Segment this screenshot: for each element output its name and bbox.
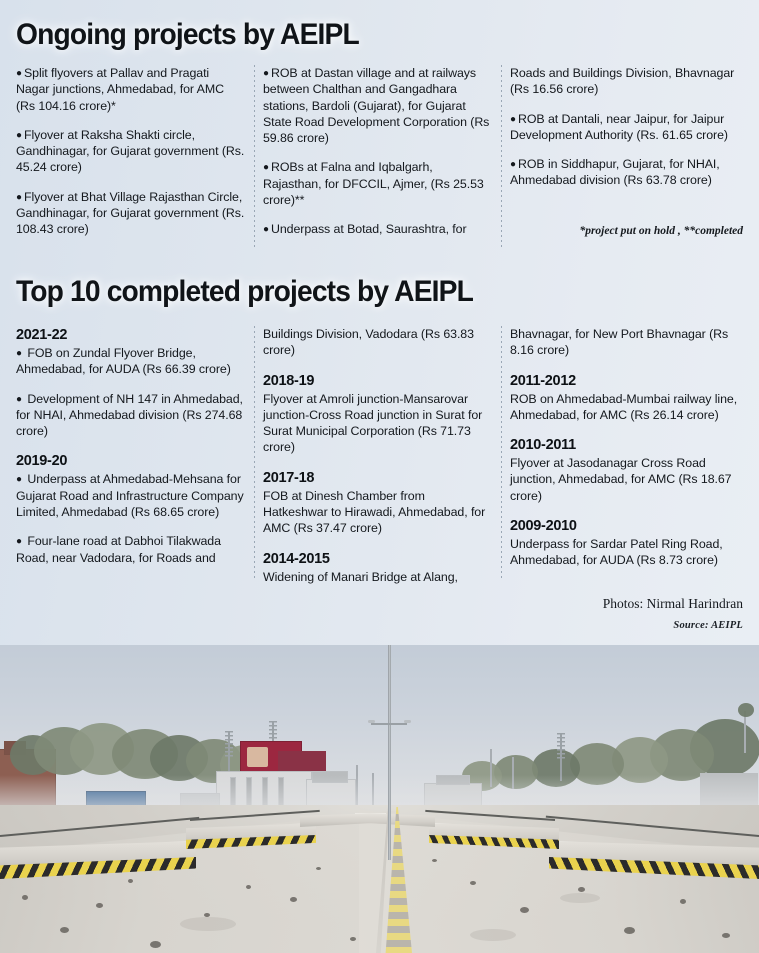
list-item: [510, 455, 739, 504]
list-item-text: Underpass at Botad, Saurashtra, for: [270, 222, 467, 237]
list-item: [263, 221, 492, 237]
year-label: 2018-19: [263, 372, 315, 389]
list-item-text: Flyover at Bhat Village Rajasthan Circle, Gandhinagar, for Gujarat government (Rs. 108.43 crore): [16, 189, 245, 237]
year-block: [16, 533, 245, 566]
list-item-text: Development of NH 147 in Ahmedabad, for NHAI, Ahmedabad division (Rs 274.68 crore): [16, 391, 243, 439]
list-item: [510, 111, 739, 144]
year-block: [263, 469, 492, 537]
rubble: [290, 897, 297, 902]
bullet-icon: ●: [510, 159, 516, 171]
list-item: [263, 159, 492, 208]
list-item-text: ROB in Siddhapur, Gujarat, for NHAI, Ahmedabad division (Rs 63.78 crore): [510, 157, 720, 188]
list-item-text: Widening of Manari Bridge at Alang,: [263, 569, 458, 584]
list-item-text: Roads and Buildings Division, Bhavnagar (Rs 16.56 crore): [510, 66, 735, 97]
rubble: [316, 867, 321, 870]
list-item-text: Flyover at Raksha Shakti circle, Gandhinagar, for Gujarat government (Rs. 45.24 crore): [16, 127, 245, 175]
list-item-text: FOB at Dinesh Chamber from Hatkeshwar to Hirawadi, Ahmedabad, for AMC (Rs 37.47 crore): [263, 488, 486, 536]
rubble: [520, 907, 529, 913]
year-label: 2009-2010: [510, 518, 577, 535]
list-item: [16, 533, 245, 566]
rubble: [128, 879, 133, 883]
lamp-head: [738, 703, 754, 717]
bullet-icon: ●: [510, 113, 516, 125]
year-label: 2021-22: [16, 327, 68, 343]
list-item-text: Four-lane road at Dabhoi Tilakwada Road, near Vadodara, for Roads and: [16, 534, 221, 565]
year-block: [510, 326, 739, 359]
central-light-pole: [388, 645, 391, 860]
rubble: [470, 881, 476, 885]
rubble: [432, 859, 437, 862]
ongoing-columns: [16, 65, 759, 250]
flyover-photograph: [0, 645, 759, 953]
year-block: [510, 436, 739, 504]
lamp-head-left: [368, 720, 375, 723]
year-block: [16, 326, 245, 378]
list-item: [510, 326, 739, 359]
list-item: [263, 569, 492, 585]
rubble: [578, 887, 585, 892]
year-label: 2011-2012: [510, 372, 576, 389]
year-label: 2010-2011: [510, 437, 576, 454]
ongoing-column-3: [510, 65, 757, 250]
light-pole-arm: [371, 723, 407, 725]
bullet-icon: ●: [16, 474, 22, 486]
list-item: [263, 326, 492, 359]
completed-columns: [16, 326, 759, 584]
completed-column-1: [16, 326, 263, 581]
list-item: [16, 391, 245, 440]
year-block: [510, 372, 739, 424]
list-item: [510, 65, 739, 98]
rubble: [60, 927, 69, 933]
list-item: [16, 65, 245, 114]
bullet-icon: ●: [263, 224, 269, 236]
year-block: [263, 550, 492, 585]
bullet-icon: ●: [16, 536, 22, 548]
rubble: [246, 885, 251, 889]
list-item-text: Underpass for Sardar Patel Ring Road, Ahmedabad, for AUDA (Rs 8.73 crore): [510, 537, 723, 568]
completed-column-2: [263, 326, 510, 584]
bullet-icon: ●: [16, 191, 22, 203]
year-block: [263, 326, 492, 359]
ongoing-column-2: [263, 65, 510, 250]
ongoing-footnote: *project put on hold , **completed: [579, 225, 743, 237]
rubble: [624, 927, 635, 934]
rubble: [680, 899, 686, 904]
deck-patch: [180, 917, 236, 931]
list-item-text: ROB on Ahmedabad-Mumbai railway line, Ahmedabad, for AMC (Rs 26.14 crore): [510, 391, 738, 422]
rubble: [96, 903, 103, 908]
billboard-graphic: [247, 747, 268, 766]
source-credit: Source: AEIPL: [673, 620, 743, 631]
ongoing-column-1: [16, 65, 263, 250]
list-item: [16, 345, 245, 378]
rubble: [350, 937, 356, 941]
deck-patch: [470, 929, 516, 941]
photo-credit: Photos: Nirmal Harindran: [602, 596, 743, 611]
list-item-text: Flyover at Amroli junction-Mansarovar junction-Cross Road junction in Surat for Surat Municipal Corporation (Rs 71.73 crore): [263, 391, 483, 455]
street-light-pole: [744, 711, 746, 753]
list-item-text: Split flyovers at Pallav and Pragati Nagar junctions, Ahmedabad, for AMC (Rs 104.16 crore)*: [16, 66, 224, 113]
year-block: [16, 391, 245, 440]
list-item: [16, 127, 245, 176]
year-block: [263, 372, 492, 456]
rubble: [150, 941, 161, 948]
rubble: [722, 933, 730, 938]
year-block: [510, 517, 739, 569]
section-title-completed: Top 10 completed projects by AEIPL: [16, 275, 474, 308]
list-item: [510, 536, 739, 569]
year-label: 2017-18: [263, 469, 315, 486]
list-item-text: ROB at Dantali, near Jaipur, for Jaipur Development Authority (Rs. 61.65 crore): [510, 111, 728, 142]
list-item-text: Flyover at Jasodanagar Cross Road junction, Ahmedabad, for AMC (Rs 18.67 crore): [510, 456, 732, 503]
list-item: [510, 391, 739, 424]
bullet-icon: ●: [263, 68, 269, 79]
list-item: [263, 391, 492, 456]
lamp-head-right: [404, 720, 411, 723]
bullet-icon: ●: [16, 393, 22, 405]
list-item: [16, 471, 245, 520]
bullet-icon: ●: [16, 348, 22, 359]
list-item: [263, 488, 492, 537]
bullet-icon: ●: [16, 129, 22, 141]
list-item-text: Buildings Division, Vadodara (Rs 63.83 crore): [263, 327, 474, 358]
deck-patch: [560, 893, 600, 903]
list-item: [510, 156, 739, 189]
chimney: [560, 733, 562, 781]
section-title-ongoing: Ongoing projects by AEIPL: [16, 18, 359, 51]
list-item-text: FOB on Zundal Flyover Bridge, Ahmedabad, for AUDA (Rs 66.39 crore): [16, 346, 231, 377]
completed-column-3: [510, 326, 757, 581]
bullet-icon: ●: [263, 162, 269, 174]
list-item: [263, 65, 492, 146]
list-item-text: Underpass at Ahmedabad-Mehsana for Gujarat Road and Infrastructure Company Limited, Ahmedabad (Rs 68.65 crore): [16, 472, 244, 520]
billboard: [278, 751, 326, 771]
year-block: [16, 452, 245, 520]
year-label: 2014-2015: [263, 550, 330, 567]
list-item: [16, 189, 245, 238]
list-item-text: ROBs at Falna and Iqbalgarh, Rajasthan, for DFCCIL, Ajmer, (Rs 25.53 crore)**: [263, 160, 484, 208]
list-item-text: ROB at Dastan village and at railways between Chalthan and Gangadhara stations, Bardoli (Gujarat), for Gujarat State Road Development Corporation (Rs 59.86 crore): [263, 66, 490, 146]
year-label: 2019-20: [16, 453, 68, 470]
rubble: [22, 895, 28, 900]
bullet-icon: ●: [16, 68, 22, 79]
list-item-text: Bhavnagar, for New Port Bhavnagar (Rs 8.16 crore): [510, 327, 729, 358]
